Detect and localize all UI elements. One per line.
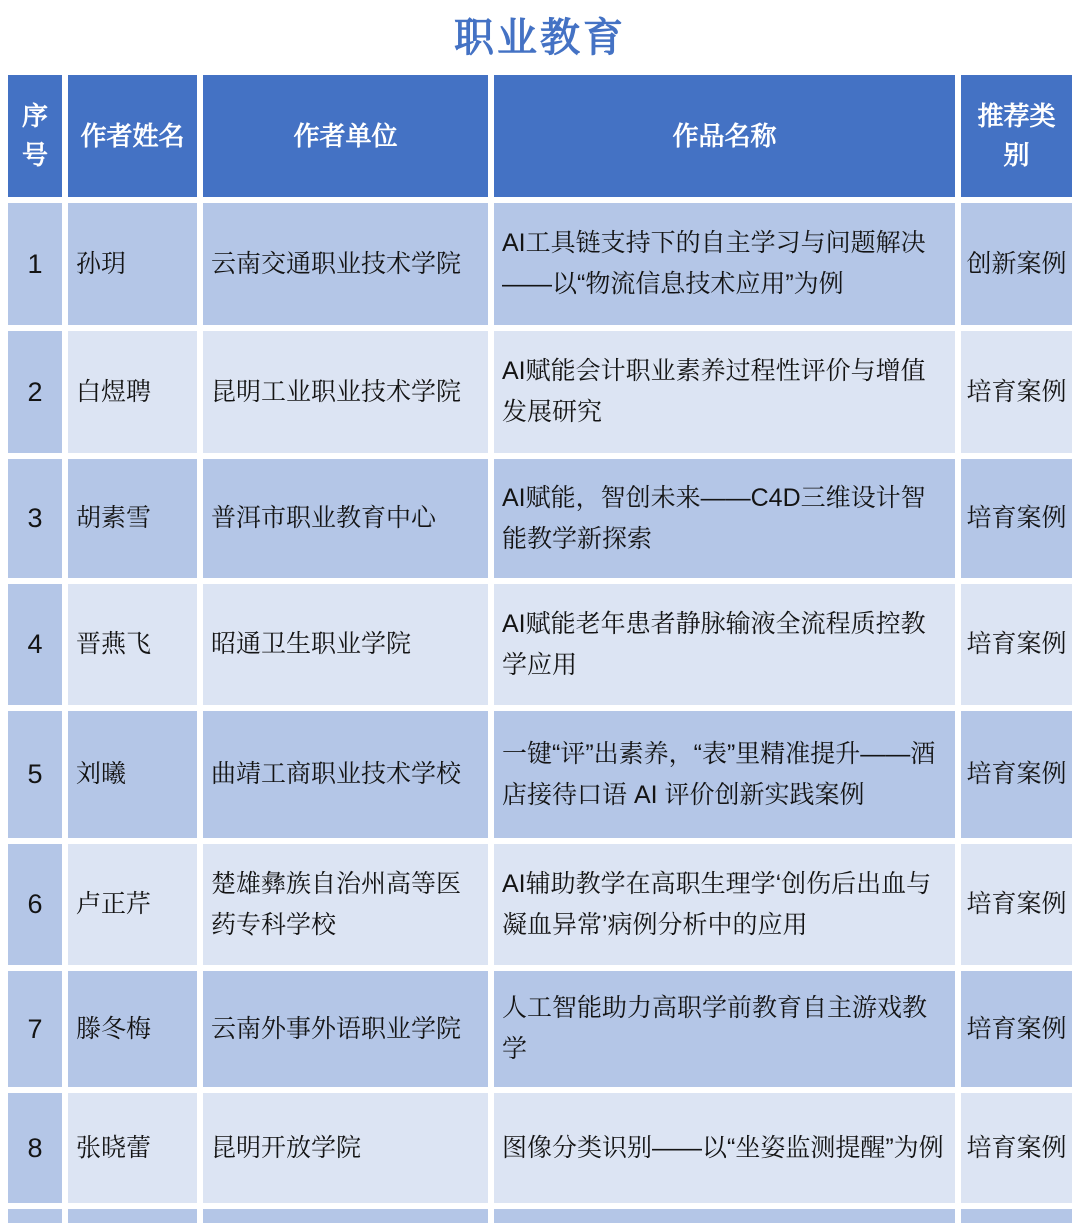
work-title-cell: AI赋能会计职业素养过程性评价与增值发展研究	[494, 331, 955, 453]
category-cell: 培育案例	[961, 971, 1072, 1087]
header-cell-unit: 作者单位	[203, 75, 488, 197]
vocational-education-table	[2, 69, 1078, 1229]
table-row-partial-clipped	[8, 1209, 1072, 1223]
work-title-cell: 图像分类识别——以“坐姿监测提醒”为例	[494, 1093, 955, 1203]
table-row	[8, 203, 1072, 325]
category-cell: 培育案例	[961, 584, 1072, 705]
row-number-cell: 4	[8, 584, 62, 705]
category-cell: 培育案例	[961, 844, 1072, 965]
table-row	[8, 459, 1072, 578]
header-cell-no: 序号	[8, 75, 62, 197]
author-name-cell: 胡素雪	[68, 459, 197, 578]
row-number-cell: 3	[8, 459, 62, 578]
author-unit-cell: 昭通卫生职业学院	[203, 584, 488, 705]
row-number-cell: 8	[8, 1093, 62, 1203]
author-unit-cell: 昆明工业职业技术学院	[203, 331, 488, 453]
work-title-cell: AI辅助教学在高职生理学‘创伤后出血与凝血异常’病例分析中的应用	[494, 844, 955, 965]
category-cell: 培育案例	[961, 1093, 1072, 1203]
table-row	[8, 1093, 1072, 1203]
work-title-cell: AI赋能，智创未来——C4D三维设计智能教学新探索	[494, 459, 955, 578]
work-title-cell: 人工智能助力高职学前教育自主游戏教学	[494, 971, 955, 1087]
table-row	[8, 971, 1072, 1087]
author-name-cell: 晋燕飞	[68, 584, 197, 705]
author-unit-cell: 曲靖工商职业技术学校	[203, 711, 488, 838]
category-cell: 培育案例	[961, 711, 1072, 838]
category-cell: 培育案例	[961, 459, 1072, 578]
table-row	[8, 331, 1072, 453]
title-bar	[0, 0, 1080, 69]
work-title-cell: AI工具链支持下的自主学习与问题解决——以“物流信息技术应用”为例	[494, 203, 955, 325]
header-cell-name: 作者姓名	[68, 75, 197, 197]
author-unit-cell: 云南交通职业技术学院	[203, 203, 488, 325]
row-number-cell: 7	[8, 971, 62, 1087]
category-cell: 创新案例	[961, 203, 1072, 325]
author-name-cell: 孙玥	[68, 203, 197, 325]
table-header-row	[8, 75, 1072, 197]
author-unit-cell: 昆明开放学院	[203, 1093, 488, 1203]
work-title-cell: 一键“评”出素养，“表”里精准提升——酒店接待口语 AI 评价创新实践案例	[494, 711, 955, 838]
author-name-cell: 白煜聘	[68, 331, 197, 453]
table-row	[8, 584, 1072, 705]
author-unit-cell: 楚雄彝族自治州高等医药专科学校	[203, 844, 488, 965]
table-row	[8, 711, 1072, 838]
row-number-cell: 2	[8, 331, 62, 453]
category-cell: 培育案例	[961, 331, 1072, 453]
row-number-cell: 5	[8, 711, 62, 838]
row-number-cell: 1	[8, 203, 62, 325]
author-unit-cell: 普洱市职业教育中心	[203, 459, 488, 578]
header-cell-work: 作品名称	[494, 75, 955, 197]
author-name-cell: 刘曦	[68, 711, 197, 838]
page-title: 职业教育	[454, 16, 626, 60]
author-unit-cell: 云南外事外语职业学院	[203, 971, 488, 1087]
header-cell-category: 推荐类别	[961, 75, 1072, 197]
author-name-cell: 卢正芹	[68, 844, 197, 965]
author-name-cell: 滕冬梅	[68, 971, 197, 1087]
author-name-cell: 张晓蕾	[68, 1093, 197, 1203]
row-number-cell: 6	[8, 844, 62, 965]
table-row	[8, 844, 1072, 965]
work-title-cell: AI赋能老年患者静脉输液全流程质控教学应用	[494, 584, 955, 705]
